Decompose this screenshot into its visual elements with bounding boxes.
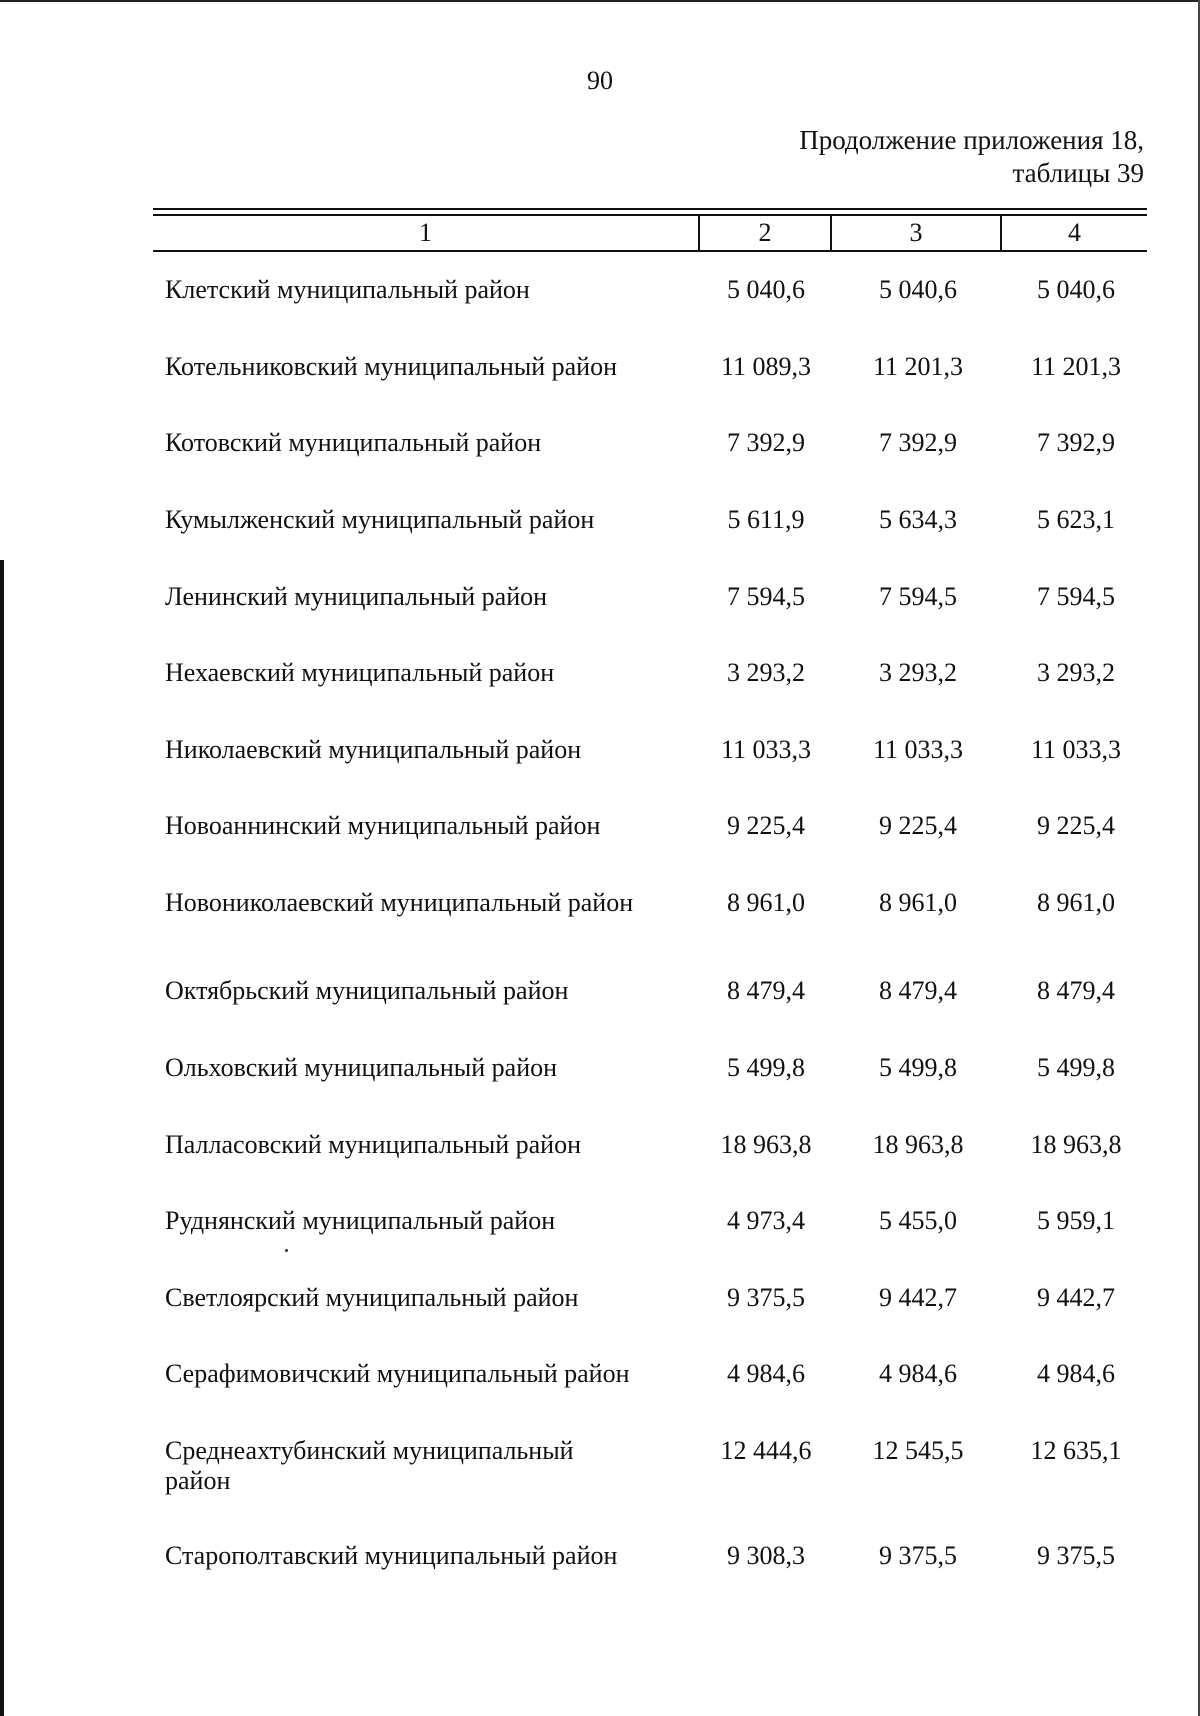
row-value-col-2: 4 984,6 [727, 1359, 805, 1388]
row-name: Светлоярский муниципальный район [165, 1283, 579, 1312]
table-header [153, 214, 1147, 252]
table-row [0, 275, 1200, 335]
table-row [0, 658, 1200, 718]
header-col-4: 4 [1068, 218, 1081, 247]
row-value-col-4: 5 040,6 [1037, 275, 1115, 304]
row-value-col-2: 7 594,5 [727, 582, 805, 611]
page-number: 90 [587, 66, 613, 95]
row-value-col-2: 5 499,8 [727, 1053, 805, 1082]
row-name: Старополтавский муниципальный район [165, 1541, 618, 1570]
row-value-col-2: 11 033,3 [720, 735, 812, 764]
header-top-rule [153, 208, 1147, 210]
table-row [0, 735, 1200, 795]
row-name: Ольховский муниципальный район [165, 1053, 558, 1082]
row-value-col-3: 9 225,4 [879, 811, 957, 840]
header-col-1: 1 [153, 216, 700, 250]
row-name: Ленинский муниципальный район [165, 582, 548, 611]
table-row [0, 1436, 1200, 1496]
row-name: Кумылженский муниципальный район [165, 505, 595, 534]
row-value-col-3: 11 201,3 [872, 352, 964, 381]
row-value-col-3: 11 033,3 [872, 735, 964, 764]
row-value-col-2: 4 973,4 [727, 1206, 805, 1235]
table-row [0, 1053, 1200, 1113]
row-value-col-4: 11 033,3 [1030, 735, 1122, 764]
row-value-col-4: 9 225,4 [1037, 811, 1115, 840]
table-row [0, 428, 1200, 488]
row-value-col-3: 5 040,6 [879, 275, 957, 304]
table-row [0, 582, 1200, 642]
row-value-col-4: 11 201,3 [1030, 352, 1122, 381]
row-value-col-4: 8 479,4 [1037, 976, 1115, 1005]
row-name: Серафимовичский муниципальный район [165, 1359, 630, 1388]
header-col-3: 3 [832, 216, 1002, 250]
row-value-col-2: 8 961,0 [727, 888, 805, 917]
row-value-col-4: 7 392,9 [1037, 428, 1115, 457]
row-value-col-3: 18 963,8 [872, 1130, 964, 1159]
row-value-col-2: 18 963,8 [720, 1130, 812, 1159]
table-row [0, 1283, 1200, 1343]
row-value-col-4: 5 623,1 [1037, 505, 1115, 534]
row-value-col-4: 8 961,0 [1037, 888, 1115, 917]
table-row [0, 888, 1200, 948]
row-value-col-3: 7 594,5 [879, 582, 957, 611]
row-name: Новониколаевский муниципальный район [165, 888, 634, 917]
row-value-col-4: 9 375,5 [1037, 1541, 1115, 1570]
header-col-2: 2 [700, 216, 832, 250]
row-value-col-2: 3 293,2 [727, 658, 805, 687]
row-value-col-3: 5 499,8 [879, 1053, 957, 1082]
table-row [0, 976, 1200, 1036]
row-name: Нехаевский муниципальный район [165, 658, 555, 687]
page-edge-top [0, 0, 1200, 2]
table-row [0, 1130, 1200, 1190]
caption-line-1: Продолжение приложения 18, [799, 125, 1144, 155]
row-value-col-2: 8 479,4 [727, 976, 805, 1005]
row-value-col-4: 5 959,1 [1037, 1206, 1115, 1235]
row-value-col-3: 5 634,3 [879, 505, 957, 534]
table-row [0, 1359, 1200, 1419]
row-value-col-3: 7 392,9 [879, 428, 957, 457]
row-value-col-2: 9 375,5 [727, 1283, 805, 1312]
row-value-col-3: 12 545,5 [872, 1436, 964, 1465]
row-name: Новоаннинский муниципальный район [165, 811, 601, 840]
table-row [0, 505, 1200, 565]
row-value-col-2: 9 225,4 [727, 811, 805, 840]
row-name: Котовский муниципальный район [165, 428, 542, 457]
row-value-col-3: 9 442,7 [879, 1283, 957, 1312]
row-value-col-3: 3 293,2 [879, 658, 957, 687]
row-value-col-4: 18 963,8 [1030, 1130, 1122, 1159]
row-value-col-3: 9 375,5 [879, 1541, 957, 1570]
row-value-col-4: 5 499,8 [1037, 1053, 1115, 1082]
row-value-col-2: 7 392,9 [727, 428, 805, 457]
row-value-col-2: 12 444,6 [720, 1436, 812, 1465]
row-value-col-4: 3 293,2 [1037, 658, 1115, 687]
row-value-col-4: 4 984,6 [1037, 1359, 1115, 1388]
table-row [0, 352, 1200, 412]
table-row [0, 1541, 1200, 1601]
table-row [0, 1206, 1200, 1266]
row-value-col-4: 12 635,1 [1030, 1436, 1122, 1465]
row-name: Котельниковский муниципальный район [165, 352, 617, 381]
table-row [0, 811, 1200, 871]
row-value-col-3: 4 984,6 [879, 1359, 957, 1388]
row-name: Николаевский муниципальный район [165, 735, 582, 764]
row-value-col-4: 9 442,7 [1037, 1283, 1115, 1312]
row-value-col-3: 5 455,0 [879, 1206, 957, 1235]
row-value-col-4: 7 594,5 [1037, 582, 1115, 611]
row-name: Клетский муниципальный район [165, 275, 530, 304]
caption-line-2: таблицы 39 [1012, 158, 1144, 188]
row-value-col-2: 9 308,3 [727, 1541, 805, 1570]
row-value-col-2: 11 089,3 [720, 352, 812, 381]
row-name: Палласовский муниципальный район [165, 1130, 581, 1159]
row-value-col-3: 8 961,0 [879, 888, 957, 917]
row-name: Октябрьский муниципальный район [165, 976, 569, 1005]
scan-speck [285, 1249, 288, 1252]
row-value-col-2: 5 611,9 [727, 505, 805, 534]
row-name: Среднеахтубинский муниципальный район [165, 1436, 574, 1495]
row-value-col-2: 5 040,6 [727, 275, 805, 304]
row-value-col-3: 8 479,4 [879, 976, 957, 1005]
table-caption [799, 124, 1144, 190]
row-name: Руднянский муниципальный район [165, 1206, 556, 1235]
